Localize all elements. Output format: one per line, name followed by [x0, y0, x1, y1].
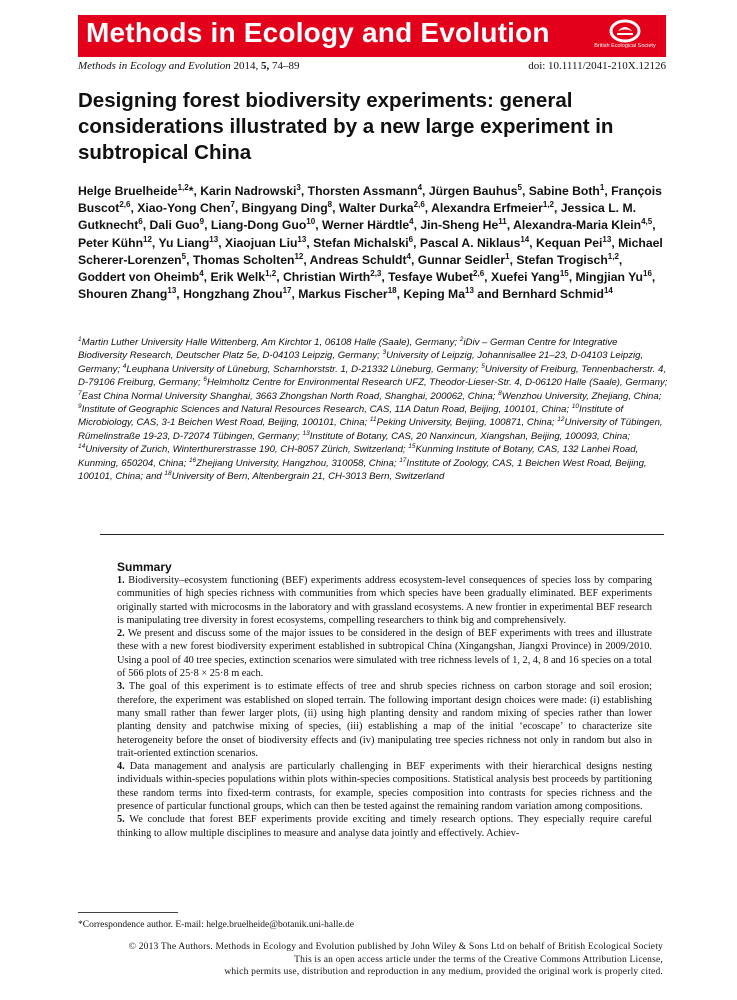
- affiliation-text: Leuphana University of Lüneburg, Scharnhorststr. 1, D-21332 Lüneburg, Germany;: [126, 363, 482, 375]
- affiliation-text: Zhejiang University, Hangzhou, 310058, China;: [196, 457, 400, 469]
- author-affiliation-ref: 16: [643, 268, 652, 278]
- affiliation-list: [78, 336, 668, 483]
- author-name: Stefan Michalski: [313, 235, 409, 250]
- bes-logo-icon: [608, 19, 642, 43]
- author-affiliation-ref: 1: [599, 182, 605, 192]
- author-name: Markus Fischer: [298, 287, 388, 302]
- affiliation-text: Institute of Zoology, CAS, 1 Beichen West Road, Beijing, 100101, China; and: [78, 457, 647, 483]
- affiliation-number: 4: [122, 362, 127, 370]
- affiliation-text: Martin Luther University Halle Wittenberg, Am Kirchtor 1, 06108 Halle (Saale), Germany;: [81, 337, 460, 348]
- affiliation-number: 16: [188, 456, 197, 464]
- footnote-divider: [78, 912, 178, 913]
- summary-point-text: Biodiversity–ecosystem functioning (BEF) experiments address ecosystem-level consequences of species loss by comparing communities of high species richness with communities from which species have been gradually eliminated. BEF experiments originally started with microcosms in the laboratory and with grassland ecosystems. A new frontier in experimental BEF research is manipulating tree diversity in forest ecosystems, compelling researchers to think big and comprehensively.: [117, 575, 652, 626]
- author-affiliation-ref: 13: [465, 286, 474, 296]
- affiliation-number: 13: [302, 429, 310, 437]
- affiliation-number: 11: [369, 416, 377, 424]
- bes-logo-text: British Ecological Society: [594, 43, 656, 49]
- affiliation-text: University of Bern, Altenbergrain 21, CH-3013 Bern, Switzerland: [171, 471, 445, 483]
- citation-year: 2014,: [233, 60, 259, 72]
- author-joiner: and: [477, 287, 499, 302]
- author-affiliation-ref: 5: [181, 251, 187, 261]
- affiliation-number: 10: [571, 402, 579, 410]
- affiliation-text: Institute of Geographic Sciences and Natural Resources Research, CAS, 11A Datun Road, Beijing, 100101, China;: [81, 404, 572, 416]
- affiliation-text: Peking University, Beijing, 100871, China;: [376, 417, 558, 429]
- author-name: Mingjian Yu: [575, 270, 644, 285]
- author-affiliation-ref: 3: [296, 182, 301, 192]
- citation-volume: 5,: [261, 60, 270, 72]
- author-affiliation-ref: 4: [409, 217, 414, 227]
- author-name: Stefan Trogisch: [516, 252, 608, 267]
- author-affiliation-ref: 13: [602, 234, 612, 244]
- author-name: Sabine Both: [528, 184, 600, 198]
- correspondence-footnote: *Correspondence author. E-mail: helge.bruelheide@botanik.uni-halle.de: [78, 920, 354, 930]
- author-affiliation-ref: 1,2: [542, 200, 554, 210]
- author-name: Xuefei Yang: [490, 270, 560, 285]
- citation-reference: [78, 60, 300, 72]
- bes-logo: [592, 19, 658, 53]
- affiliation-number: 12: [557, 416, 565, 424]
- author-affiliation-ref: 1: [505, 251, 510, 261]
- author-affiliation-ref: 13: [167, 286, 177, 296]
- author-affiliation-ref: 4: [406, 251, 411, 261]
- affiliation-text: Wenzhou University, Zhejiang, China;: [501, 390, 662, 402]
- journal-banner-title: Methods in Ecology and Evolution: [86, 17, 550, 48]
- summary-point: [117, 760, 652, 813]
- article-title: Designing forest biodiversity experiments: general considerations illustrated by a new large experiment in subtropical China: [78, 89, 614, 164]
- affiliation-text: University of Freiburg, Tennenbacherstr. 4, D-79106 Freiburg, Germany;: [78, 363, 666, 389]
- author-name: Jessica L. M. Gutknecht: [78, 201, 636, 233]
- author-affiliation-ref: 1,2: [607, 251, 619, 261]
- author-name: Erik Welk: [210, 270, 266, 285]
- summary-point-text: We conclude that forest BEF experiments provide exciting and timely research options. They especially require careful thinking to allow multiple disciplines to measure and analyse data jointly and effectively. Achiev-: [117, 814, 652, 839]
- author-affiliation-ref: 18: [387, 286, 397, 296]
- corresponding-author-mark: *: [188, 184, 194, 198]
- citation-journal: Methods in Ecology and Evolution: [78, 60, 231, 72]
- affiliation-number: 17: [399, 456, 407, 464]
- author-affiliation-ref: 17: [282, 286, 292, 296]
- copyright-notice: [78, 941, 663, 979]
- author-affiliation-ref: 14: [520, 234, 530, 244]
- summary-point-number: 1.: [117, 575, 125, 586]
- author-affiliation-ref: 4: [199, 268, 204, 278]
- affiliation-text: University of Zurich, Winterthurerstrasse 190, CH-8057 Zürich, Switzerland;: [85, 444, 409, 456]
- affiliation-text: University of Tübingen, Rümelinstraße 19-23, D-72074 Tübingen, Germany;: [78, 417, 663, 442]
- affiliation-text: East China Normal University Shanghai, 3663 Zhongshan North Road, Shanghai, 200062, China;: [81, 390, 499, 402]
- affiliation-number: 3: [382, 349, 387, 357]
- author-affiliation-ref: 7: [230, 200, 235, 210]
- author-name: Alexandra-Maria Klein: [513, 218, 642, 233]
- author-name: Michael Scherer-Lorenzen: [78, 235, 663, 267]
- author-name: Bingyang Ding: [241, 201, 328, 216]
- affiliation-number: 18: [164, 469, 172, 477]
- affiliation-text: Kunming Institute of Botany, CAS, 132 Lanhei Road, Kunming, 650204, China;: [78, 444, 639, 469]
- affiliation-number: 5: [481, 362, 485, 370]
- author-affiliation-ref: 12: [294, 251, 304, 261]
- author-name: Goddert von Oheimb: [78, 270, 200, 285]
- affiliation-text: University of Leipzig, Johannisallee 21–23, D-04103 Leipzig, Germany;: [78, 350, 644, 375]
- author-name: Shouren Zhang: [78, 287, 168, 302]
- summary-heading: Summary: [117, 560, 172, 574]
- author-affiliation-ref: 2,3: [370, 268, 382, 278]
- summary-point: [117, 574, 652, 627]
- author-affiliation-ref: 4: [417, 182, 423, 192]
- author-affiliation-ref: 1,2: [265, 268, 277, 278]
- author-name: Xiao-Yong Chen: [137, 201, 231, 216]
- author-name: Werner Härdtle: [321, 218, 410, 233]
- summary-point-text: We present and discuss some of the major issues to be considered in the design of BEF experiments with trees and illustrate these with a new forest biodiversity experiment established in subtropical China (Xingangshan, Jiangxi Province) in 2009/2010. Using a pool of 40 tree species, extinction scenarios were simulated with tree richness levels of 1, 2, 4, 8 and 16 species on a total of 566 plots of 25·8 × 25·8 m each.: [117, 628, 652, 680]
- affiliation-number: 9: [78, 402, 82, 410]
- summary-point-number: 3.: [117, 681, 125, 693]
- author-affiliation-ref: 13: [297, 234, 307, 244]
- author-affiliation-ref: 4,5: [641, 217, 653, 227]
- copyright-line: © 2013 The Authors. Methods in Ecology and Evolution published by John Wiley & Sons Ltd on behalf of British Ecological Society: [128, 942, 663, 952]
- affiliation-number: 1: [78, 335, 82, 343]
- affiliation-number: 8: [498, 389, 502, 397]
- author-name: Yu Liang: [158, 235, 210, 250]
- affiliation-text: iDiv – German Centre for Integrative Biodiversity Research, Deutscher Platz 5e, D-04103 Leipzig, Germany;: [78, 337, 618, 362]
- author-name: Pascal A. Niklaus: [419, 235, 521, 250]
- author-name: Walter Durka: [338, 201, 414, 216]
- author-affiliation-ref: 10: [306, 217, 316, 227]
- copyright-line: This is an open access article under the terms of the Creative Commons Attribution License,: [294, 954, 663, 965]
- affiliation-number: 2: [459, 335, 464, 343]
- summary-point-text: Data management and analysis are particularly challenging in BEF experiments with their hierarchical designs nesting individuals within-species populations within plots within-species compositions. Statistical analysis best proceeds by partitioning these random terms into fixed-term contrasts, for example, species composition into contrasts for species richness and the presence of particular functional groups, which can then be tested against the remaining random variation among compositions.: [117, 761, 652, 813]
- author-affiliation-ref: 2,6: [413, 200, 425, 210]
- author-affiliation-ref: 9: [199, 217, 205, 227]
- author-name: Bernhard Schmid: [502, 287, 604, 302]
- author-name: Thorsten Assmann: [307, 184, 418, 198]
- author-name: Kequan Pei: [536, 235, 603, 250]
- author-affiliation-ref: 2,6: [119, 200, 131, 210]
- affiliation-text: Helmholtz Centre for Environmental Research UFZ, Theodor-Lieser-Str. 4, D-06120 Halle (Saale), Germany;: [206, 377, 668, 389]
- affiliation-number: 15: [408, 443, 416, 451]
- author-name: Xiaojuan Liu: [224, 235, 298, 250]
- author-affiliation-ref: 13: [209, 234, 219, 244]
- journal-banner: [78, 15, 666, 57]
- affiliation-number: 7: [78, 389, 82, 397]
- copyright-line: which permits use, distribution and reproduction in any medium, provided the original work is properly cited.: [224, 967, 663, 977]
- author-name: Karin Nadrowski: [200, 184, 297, 198]
- affiliation-number: 6: [203, 376, 207, 384]
- author-name: Andreas Schuldt: [309, 252, 407, 267]
- author-affiliation-ref: 2,6: [473, 268, 485, 278]
- author-name: Tesfaye Wubet: [388, 270, 474, 285]
- author-affiliation-ref: 6: [408, 234, 414, 244]
- summary-body: [117, 574, 652, 840]
- affiliation-text: Institute of Microbiology, CAS, 3-1 Beichen West Road, Beijing, 100101, China;: [78, 404, 624, 429]
- summary-point-number: 2.: [117, 628, 125, 640]
- affiliation-number: 14: [78, 443, 86, 451]
- author-name: Jürgen Bauhus: [428, 184, 518, 198]
- citation-doi[interactable]: doi: 10.1111/2041-210X.12126: [528, 60, 666, 72]
- author-name: Keping Ma: [403, 287, 465, 302]
- author-affiliation-ref: 1,2: [177, 182, 189, 192]
- author-affiliation-ref: 6: [138, 217, 143, 227]
- author-affiliation-ref: 12: [143, 234, 152, 244]
- author-name: Thomas Scholten: [192, 252, 295, 267]
- author-name: Hongzhang Zhou: [183, 287, 283, 302]
- summary-point: [117, 680, 652, 760]
- section-divider: [100, 534, 664, 535]
- author-name: Dali Guo: [149, 218, 200, 233]
- author-list: Helge Bruelheide$^{1,2}$*, Karin Nadrowski$^3$, Thorsten Assmann$^4$, Jürgen Bauhus$^5$, Sabine Both$^1$, François Buscot$^{2,6}$, Xiao-Yong Chen$^7$, Bingyang Ding$^8$, Walter Durka$^{2,6}$, Alexandra Erfmeier$^{1,2}$, Jessica L. M. Gutknecht$^6$, Dali Guo$^9$, Liang-Dong Guo$^{10}$, Werner Härdtle$^4$, Jin-Sheng He$^{11}$, Alexandra-Maria Klein$^{4,5}$, Peter Kühn$^{12}$, Yu Liang$^{13}$, Xiaojuan Liu$^{13}$, Stefan Michalski$^6$, Pascal A. Niklaus$^{14}$, Kequan Pei$^{13}$, Michael Scherer-Lorenzen$^5$, Thomas Scholten$^{12}$, Andreas Schuldt$^4$, Gunnar Seidler$^1$, Stefan Trogisch$^{1,2}$, Goddert von Oheimb$^4$, Erik Welk$^{1,2}$, Christian Wirth$^{2,3}$, Tesfaye Wubet$^{2,6}$, Xuefei Yang$^{15}$, Mingjian Yu$^{16}$, Shouren Zhang$^{13}$, Hongzhang Zhou$^{17}$, Markus Fischer$^{18}$, Keping Ma$^{13}$ and Bernhard Schmid$^{14}$: [78, 182, 663, 302]
- summary-point: [117, 627, 652, 680]
- author-name: Christian Wirth: [283, 270, 371, 285]
- affiliation-text: Institute of Botany, CAS, 20 Nanxincun, Xiangshan, Beijing, 100093, China;: [309, 430, 631, 442]
- author-name: Jin-Sheng He: [420, 218, 499, 233]
- author-name: Helge Bruelheide: [78, 184, 178, 198]
- author-name: Peter Kühn: [78, 235, 144, 250]
- summary-point-number: 4.: [117, 761, 125, 773]
- summary-point: [117, 813, 652, 840]
- author-name: Liang-Dong Guo: [210, 218, 307, 233]
- summary-point-text: The goal of this experiment is to estimate effects of tree and shrub species richness on carbon storage and soil erosion; therefore, the experiment was established on sloped terrain. The following important design choices were made: (i) establishing many small rather than fewer larger plots, (ii) using high planting density and random mixing of species rather than lower planting density and patchwise mixing of species, (iii) establishing a map of the initial ‘ecoscape’ to characterize site heterogeneity before the onset of biodiversity effects and (iv) manipulating tree species richness not only in random but also in trait-oriented extinction scenarios.: [117, 681, 653, 759]
- author-affiliation-ref: 14: [603, 286, 613, 296]
- author-name: Alexandra Erfmeier: [431, 201, 543, 216]
- summary-point-number: 5.: [117, 814, 125, 826]
- author-affiliation-ref: 15: [559, 268, 569, 278]
- author-affiliation-ref: 11: [498, 217, 507, 227]
- author-affiliation-ref: 5: [517, 182, 522, 192]
- author-name: François Buscot: [78, 184, 662, 216]
- citation-pages: 74–89: [272, 60, 300, 72]
- author-affiliation-ref: 8: [327, 200, 333, 210]
- author-name: Gunnar Seidler: [417, 252, 506, 267]
